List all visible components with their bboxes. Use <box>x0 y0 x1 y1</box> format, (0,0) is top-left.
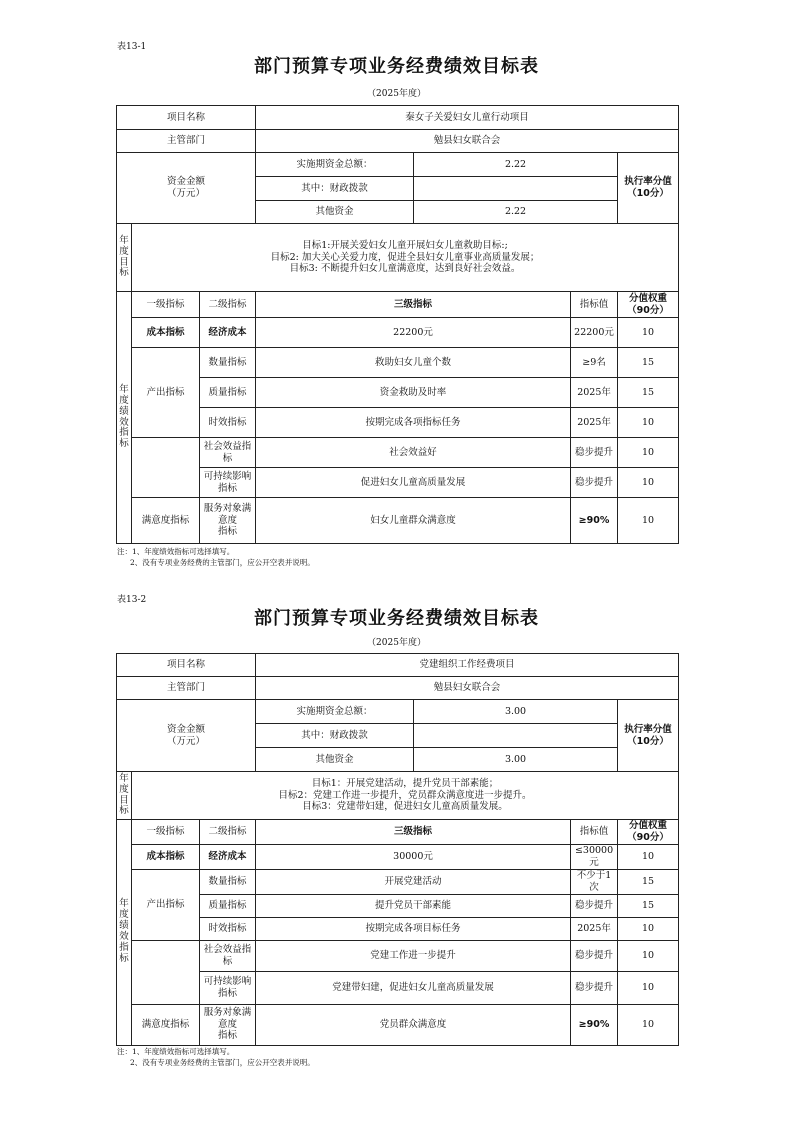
page-title: 部门预算专项业务经费绩效目标表 <box>254 608 539 629</box>
quantity-level2: 数量指标 <box>200 348 256 378</box>
quality-level3: 提升党员干部素能 <box>256 894 571 917</box>
year-label: （2025年度） <box>367 638 426 648</box>
satisfaction-value: ≥90% <box>571 1004 618 1045</box>
timeliness-level2: 时效指标 <box>200 917 256 940</box>
dept-label: 主管部门 <box>117 677 256 700</box>
annual-goals <box>132 772 679 820</box>
header-value: 指标值 <box>571 820 618 845</box>
header-level3: 三级指标 <box>256 820 571 845</box>
timeliness-value: 2025年 <box>571 408 618 438</box>
quality-weight: 15 <box>618 378 679 408</box>
footnote: 注：1、年度绩效指标可选择填写。 <box>117 547 235 556</box>
header-level1: 一级指标 <box>132 820 200 845</box>
footnote: 注：1、年度绩效指标可选择填写。 <box>117 1047 235 1056</box>
sustain-value: 稳步提升 <box>571 468 618 498</box>
cost-level3: 30000元 <box>256 844 571 869</box>
social-weight: 10 <box>618 438 679 468</box>
output-level1: 产出指标 <box>132 869 200 940</box>
satisfaction-weight: 10 <box>618 498 679 544</box>
satisfaction-level3: 妇女儿童群众满意度 <box>256 498 571 544</box>
fund-amount-label: 资金金额 （万元） <box>117 153 256 224</box>
page-title: 部门预算专项业务经费绩效目标表 <box>254 56 539 77</box>
cost-value: 22200元 <box>571 318 618 348</box>
sustain-level2: 可持续影响指标 <box>200 468 256 498</box>
satisfaction-level3: 党员群众满意度 <box>256 1004 571 1045</box>
fund-other-value: 2.22 <box>414 201 618 224</box>
goal-item: 目标1：开展党建活动，提升党员干部素能； <box>311 777 499 789</box>
timeliness-weight: 10 <box>618 917 679 940</box>
dept-value: 勉县妇女联合会 <box>256 677 679 700</box>
cost-weight: 10 <box>618 318 679 348</box>
fund-total-value: 3.00 <box>414 700 618 724</box>
goal-item: 目标1:开展关爱妇女儿童开展妇女儿童救助目标:; <box>302 239 508 251</box>
quality-value: 稳步提升 <box>571 894 618 917</box>
quantity-weight: 15 <box>618 348 679 378</box>
satisfaction-level1: 满意度指标 <box>132 1004 200 1045</box>
sustain-level2: 可持续影响指标 <box>200 971 256 1004</box>
project-name-label: 项目名称 <box>117 654 256 677</box>
header-level2: 二级指标 <box>200 820 256 845</box>
footnotes <box>117 547 315 569</box>
fund-fiscal-value <box>414 177 618 201</box>
goal-item: 目标3：党建带妇建，促进妇女儿童高质量发展。 <box>302 801 508 813</box>
footnote: 2、没有专项业务经费的主管部门，应公开空表并说明。 <box>130 557 315 567</box>
annual-goal-label: 年度目标 <box>117 772 132 820</box>
output-level1: 产出指标 <box>132 348 200 438</box>
sustain-weight: 10 <box>618 468 679 498</box>
timeliness-level3: 按期完成各项目标任务 <box>256 917 571 940</box>
table-number: 表13-1 <box>117 42 147 52</box>
sustain-level3: 促进妇女儿童高质量发展 <box>256 468 571 498</box>
benefit-level1 <box>132 940 200 1004</box>
sustain-weight: 10 <box>618 971 679 1004</box>
fund-fiscal-label: 其中：财政拨款 <box>256 177 414 201</box>
satisfaction-level2: 服务对象满意度 指标 <box>200 498 256 544</box>
quality-value: 2025年 <box>571 378 618 408</box>
project-name-label: 项目名称 <box>117 106 256 130</box>
header-level2: 二级指标 <box>200 292 256 318</box>
cost-level1: 成本指标 <box>132 844 200 869</box>
sustain-level3: 党建带妇建，促进妇女儿童高质量发展 <box>256 971 571 1004</box>
fund-other-value: 3.00 <box>414 748 618 772</box>
footnotes <box>117 1047 315 1069</box>
fund-amount-label: 资金金额 （万元） <box>117 700 256 772</box>
quantity-value: ≥9名 <box>571 348 618 378</box>
satisfaction-weight: 10 <box>618 1004 679 1045</box>
dept-value: 勉县妇女联合会 <box>256 130 679 153</box>
social-value: 稳步提升 <box>571 438 618 468</box>
header-weight: 分值权重 （90分） <box>618 292 679 318</box>
social-value: 稳步提升 <box>571 940 618 971</box>
cost-weight: 10 <box>618 844 679 869</box>
fund-total-value: 2.22 <box>414 153 618 177</box>
social-level2: 社会效益指标 <box>200 438 256 468</box>
table-number: 表13-2 <box>117 595 147 605</box>
cost-level2: 经济成本 <box>200 318 256 348</box>
goal-item: 目标2: 加大关心关爱力度，促进全县妇女儿童事业高质量发展； <box>270 251 540 263</box>
project-name-value: 党建组织工作经费项目 <box>256 654 679 677</box>
quality-level3: 资金救助及时率 <box>256 378 571 408</box>
goal-item: 目标2：党建工作进一步提升，党员群众满意度进一步提升。 <box>278 789 532 801</box>
timeliness-value: 2025年 <box>571 917 618 940</box>
annual-indicator-label: 年度绩效指标 <box>117 820 132 1046</box>
social-level2: 社会效益指标 <box>200 940 256 971</box>
cost-level2: 经济成本 <box>200 844 256 869</box>
header-value: 指标值 <box>571 292 618 318</box>
timeliness-weight: 10 <box>618 408 679 438</box>
satisfaction-value: ≥90% <box>571 498 618 544</box>
project-name-value: 秦女子关爱妇女儿童行动项目 <box>256 106 679 130</box>
quantity-weight: 15 <box>618 869 679 894</box>
footnote: 2、没有专项业务经费的主管部门，应公开空表并说明。 <box>130 1057 315 1067</box>
quality-weight: 15 <box>618 894 679 917</box>
cost-level3: 22200元 <box>256 318 571 348</box>
quantity-level3: 开展党建活动 <box>256 869 571 894</box>
header-level1: 一级指标 <box>132 292 200 318</box>
annual-indicator-label: 年度绩效指标 <box>117 292 132 544</box>
social-level3: 党建工作进一步提升 <box>256 940 571 971</box>
quantity-value: 不少于1次 <box>571 869 618 894</box>
fund-total-label: 实施期资金总额： <box>256 700 414 724</box>
social-level3: 社会效益好 <box>256 438 571 468</box>
fund-fiscal-label: 其中：财政拨款 <box>256 724 414 748</box>
performance-table <box>116 653 679 1046</box>
dept-label: 主管部门 <box>117 130 256 153</box>
fund-total-label: 实施期资金总额： <box>256 153 414 177</box>
quality-level2: 质量指标 <box>200 894 256 917</box>
quantity-level3: 救助妇女儿童个数 <box>256 348 571 378</box>
year-label: （2025年度） <box>367 89 426 99</box>
fund-other-label: 其他资金 <box>256 748 414 772</box>
cost-value: ≤30000元 <box>571 844 618 869</box>
header-weight: 分值权重 （90分） <box>618 820 679 845</box>
annual-goals <box>132 224 679 292</box>
goal-item: 目标3: 不断提升妇女儿童满意度，达到良好社会效益。 <box>289 263 521 275</box>
annual-goal-label: 年度目标 <box>117 224 132 292</box>
fund-fiscal-value <box>414 724 618 748</box>
cost-level1: 成本指标 <box>132 318 200 348</box>
quality-level2: 质量指标 <box>200 378 256 408</box>
satisfaction-level1: 满意度指标 <box>132 498 200 544</box>
fund-other-label: 其他资金 <box>256 201 414 224</box>
sustain-value: 稳步提升 <box>571 971 618 1004</box>
quantity-level2: 数量指标 <box>200 869 256 894</box>
timeliness-level2: 时效指标 <box>200 408 256 438</box>
exec-rate-label: 执行率分值 （10分） <box>618 700 679 772</box>
benefit-level1 <box>132 438 200 498</box>
header-level3: 三级指标 <box>256 292 571 318</box>
timeliness-level3: 按期完成各项指标任务 <box>256 408 571 438</box>
performance-table <box>116 105 679 544</box>
social-weight: 10 <box>618 940 679 971</box>
satisfaction-level2: 服务对象满意度 指标 <box>200 1004 256 1045</box>
exec-rate-label: 执行率分值 （10分） <box>618 153 679 224</box>
